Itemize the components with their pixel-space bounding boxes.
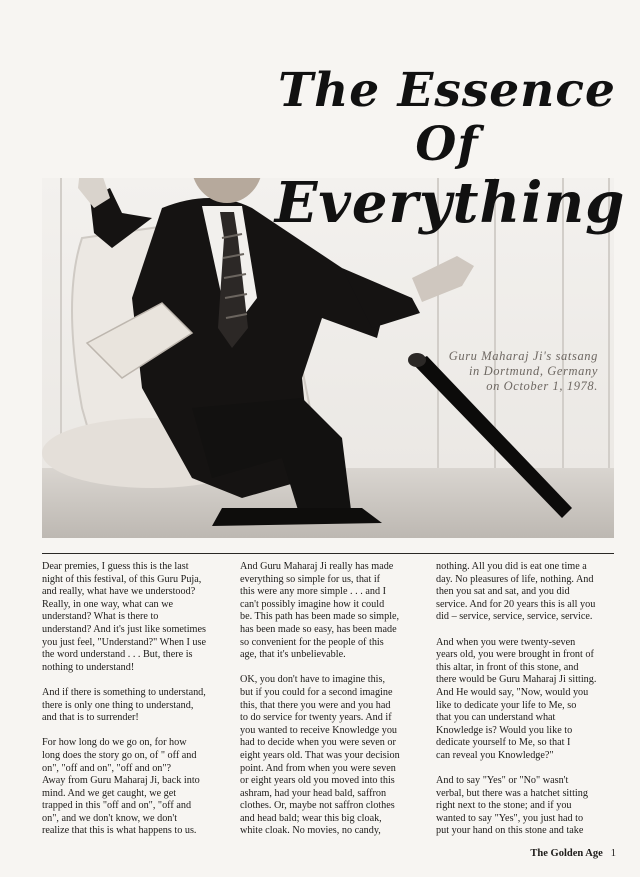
page-footer xyxy=(530,848,616,859)
caption-line-3: on October 1, 1978. xyxy=(486,379,598,393)
paragraph: Dear premies, I guess this is the last night of this festival, of this Guru Puja, and really, what have we understood? Really, in one way, what can we understand? What is there to understand? And it's just like sometimes you just feel, "Understand?" When I use the word understand . . . But, there is nothing to understand! xyxy=(42,561,207,673)
paragraph: And when you were twenty-seven years old, you were brought in front of this altar, in front of this stone, and there would be Guru Maharaj Ji sitting. And He would say, "Now, would you like to dedicate your life to Me, so that you can understand what Knowledge is? Would you like to dedicate yourself to Me, so that I can reveal you Knowledge?" xyxy=(436,636,597,761)
paragraph: OK, you don't have to imagine this, but if you could for a second imagine this, that there you were and you had to do service for twenty years. And if you wanted to receive Knowledge you had to decide when you were seven or eight years old. That was your decision point. And from when you were seven or eight years old you moved into this ashram, had your head bald, saffron clothes. Or, maybe not saffron clothes and head bald; wear this big cloak, white cloak. No movies, no candy, xyxy=(240,674,400,837)
text-column-2 xyxy=(240,561,424,851)
article-title xyxy=(262,64,632,234)
paragraph: And Guru Maharaj Ji really has made everything so simple for us, that if this were any more simple . . . and I can't possibly imagine how it could be. This path has been made so simple, has been made so easy, has been made so convenient for the people of this age, that it's unbelievable. xyxy=(240,561,400,661)
caption-line-2: in Dortmund, Germany xyxy=(468,364,598,378)
publication-name: The Golden Age xyxy=(530,848,603,859)
paragraph: For how long do we go on, for how long does the story go on, of " off and on", "off and on", "off and on"? Away from Guru Maharaj Ji, back into mind. And we get caught, we get trapped in this "off and on", "off and on", and we don't know, we don't realize that this is what happens to us. xyxy=(42,737,200,837)
title-line-1: The Essence Of xyxy=(278,63,616,172)
photo-caption xyxy=(406,349,598,394)
paragraph: And to say "Yes" or "No" wasn't verbal, but there was a hatchet sitting right next to the stone; and if you wanted to say "Yes", you just had to put your hand on this stone and take xyxy=(436,775,588,837)
divider-rule xyxy=(42,553,614,554)
text-column-1 xyxy=(42,561,226,851)
paragraph: nothing. All you did is eat one time a day. No pleasures of life, nothing. And then you sat and sat, and you did service. And for 20 years this is all you did – service, service, service, service. xyxy=(436,561,596,623)
text-column-3 xyxy=(436,561,620,851)
page-number: 1 xyxy=(610,848,616,859)
title-line-2: Everything xyxy=(274,170,626,236)
caption-line-1: Guru Maharaj Ji's satsang xyxy=(448,349,598,363)
paragraph: And if there is something to understand, there is only one thing to understand, and that is to surrender! xyxy=(42,686,206,724)
